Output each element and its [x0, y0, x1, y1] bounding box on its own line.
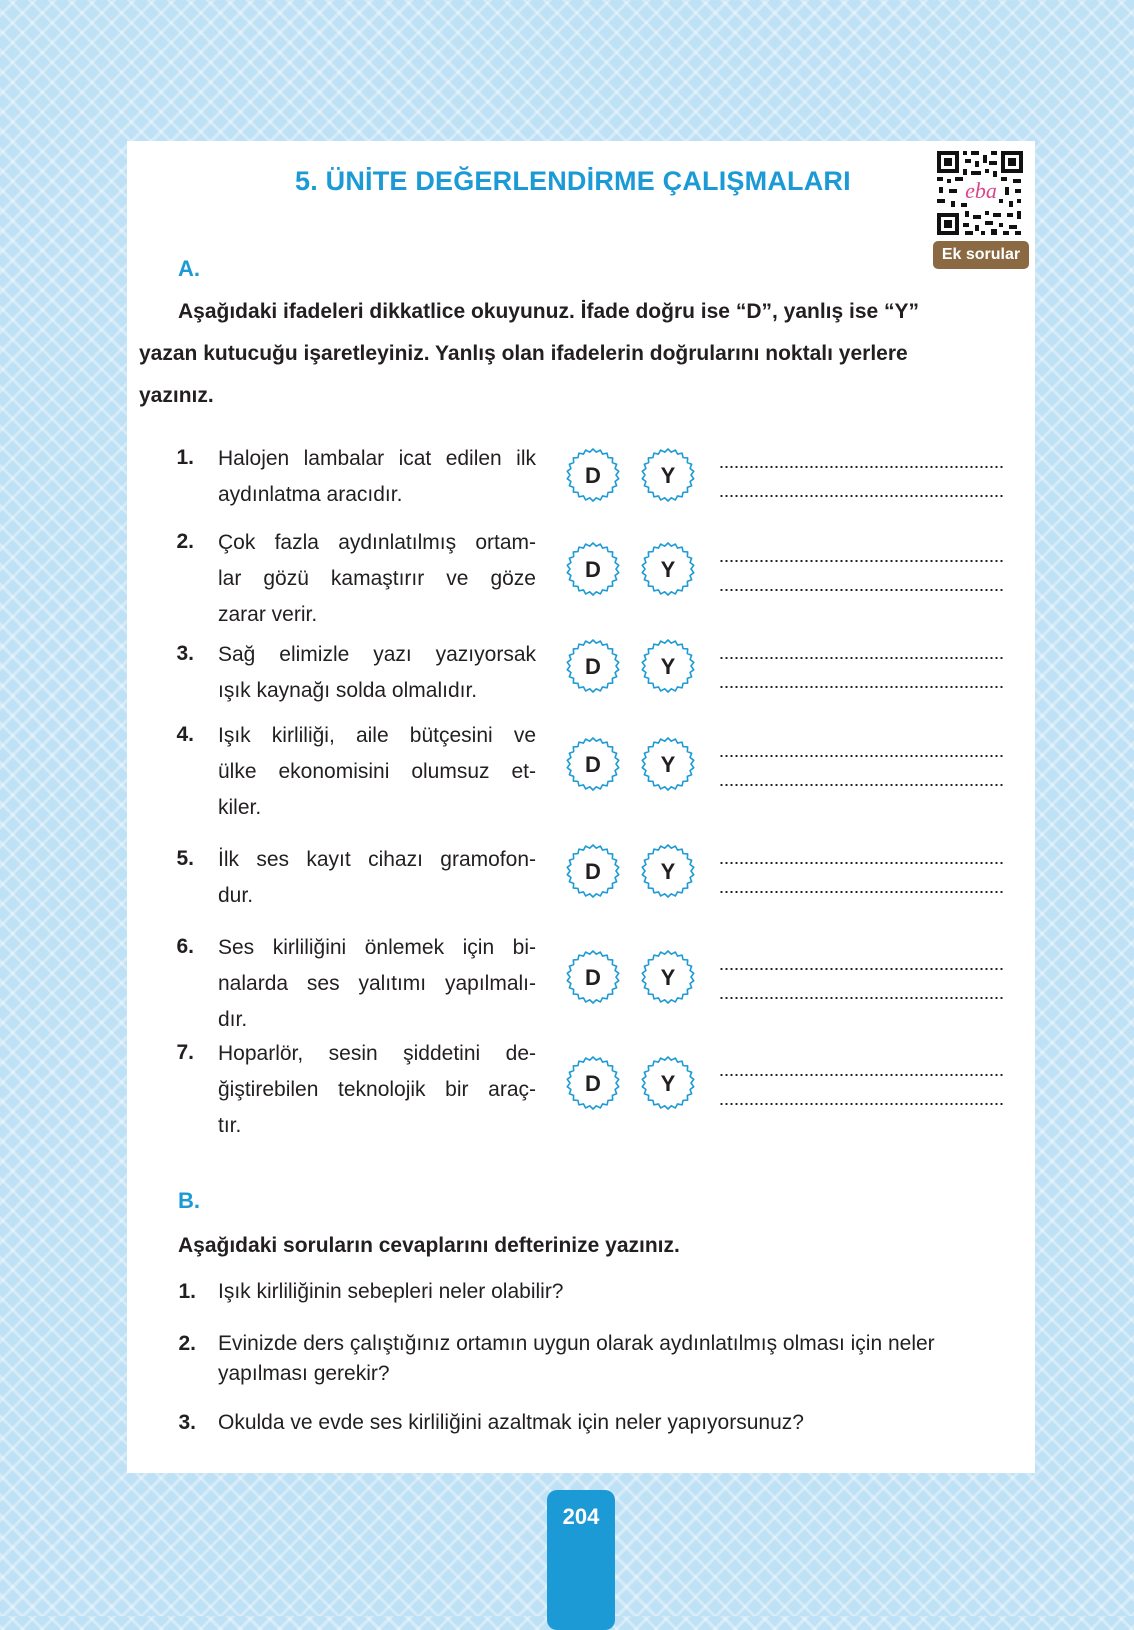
false-badge-label: Y — [660, 965, 676, 990]
item-number: 3. — [176, 642, 194, 665]
item-statement-line: aydınlatma aracıdır. — [218, 483, 403, 506]
false-badge[interactable] — [640, 949, 696, 1005]
true-badge[interactable] — [565, 949, 621, 1005]
section-b-label: B. — [178, 1188, 200, 1213]
qr-code[interactable] — [935, 149, 1025, 237]
item-number: 7. — [176, 1041, 194, 1064]
true-badge-label: D — [585, 463, 601, 488]
section-a-label: A. — [178, 256, 200, 281]
item-number: 6. — [176, 935, 194, 958]
false-badge-label: Y — [660, 859, 676, 884]
b-question-line: Işık kirliliğinin sebepleri neler olabilir? — [218, 1280, 564, 1303]
answer-line[interactable] — [719, 891, 1005, 893]
eba-logo-text: eba — [965, 178, 997, 203]
item-statement-line: dur. — [218, 884, 254, 907]
true-badge[interactable] — [565, 541, 621, 597]
false-badge-label: Y — [660, 654, 676, 679]
answer-line[interactable] — [719, 1103, 1005, 1105]
item-statement — [218, 1036, 536, 1144]
true-badge-label: D — [585, 859, 601, 884]
item-statement — [218, 637, 536, 709]
item-statement — [218, 718, 536, 826]
ek-sorular-badge[interactable]: Ek sorular — [933, 241, 1029, 269]
answer-line[interactable] — [719, 997, 1005, 999]
true-badge-label: D — [585, 752, 601, 777]
item-statement-line: Hoparlör, sesin şiddetini de- — [218, 1042, 536, 1065]
b-question-line: yapılması gerekir? — [218, 1362, 390, 1385]
false-badge[interactable] — [640, 447, 696, 503]
false-badge[interactable] — [640, 541, 696, 597]
true-badge-label: D — [585, 1071, 601, 1096]
answer-line[interactable] — [719, 466, 1005, 468]
item-number: 2. — [176, 530, 194, 553]
item-statement-line: Çok fazla aydınlatılmış ortam- — [218, 531, 536, 554]
b-question-line: Okulda ve evde ses kirliliğini azaltmak için neler yapıyorsunuz? — [218, 1411, 804, 1434]
b-question-text — [218, 1408, 1030, 1438]
b-question-number: 2. — [178, 1332, 196, 1355]
page-number: 204 — [562, 1504, 600, 1529]
answer-line[interactable] — [719, 686, 1005, 688]
item-statement-line: zarar verir. — [218, 603, 318, 626]
item-statement-line: ğiştirebilen teknolojik bir araç- — [218, 1078, 536, 1101]
true-badge[interactable] — [565, 736, 621, 792]
section-b-instruction: Aşağıdaki soruların cevaplarını defterinize yazınız. — [178, 1234, 680, 1257]
b-question-text — [218, 1329, 1030, 1389]
false-badge[interactable] — [640, 638, 696, 694]
true-badge[interactable] — [565, 1055, 621, 1111]
item-statement-line: Ses kirliliğini önlemek için bi- — [218, 936, 536, 959]
answer-line[interactable] — [719, 560, 1005, 562]
true-badge-label: D — [585, 654, 601, 679]
false-badge-label: Y — [660, 557, 676, 582]
item-statement — [218, 441, 536, 513]
item-statement-line: İlk ses kayıt cihazı gramofon- — [218, 848, 536, 871]
false-badge-label: Y — [660, 463, 676, 488]
item-statement-line: Işık kirliliği, aile bütçesini ve — [218, 724, 536, 747]
b-question-number: 1. — [178, 1280, 196, 1303]
false-badge[interactable] — [640, 843, 696, 899]
item-statement-line: Sağ elimizle yazı yazıyorsak — [218, 643, 536, 666]
false-badge[interactable] — [640, 1055, 696, 1111]
item-number: 4. — [176, 723, 194, 746]
true-badge[interactable] — [565, 843, 621, 899]
item-statement-line: Halojen lambalar icat edilen ilk — [218, 447, 536, 470]
page-title: 5. ÜNİTE DEĞERLENDİRME ÇALIŞMALARI — [295, 166, 851, 196]
b-question-number: 3. — [178, 1411, 196, 1434]
true-badge[interactable] — [565, 447, 621, 503]
answer-line[interactable] — [719, 862, 1005, 864]
item-statement-line: ışık kaynağı solda olmalıdır. — [218, 679, 478, 702]
true-badge-label: D — [585, 965, 601, 990]
answer-line[interactable] — [719, 968, 1005, 970]
section-a-instruction-line-2: yazan kutucuğu işaretleyiniz. Yanlış olan ifadelerin doğrularını noktalı yerlere — [139, 342, 908, 365]
false-badge-label: Y — [660, 1071, 676, 1096]
answer-line[interactable] — [719, 784, 1005, 786]
item-number: 5. — [176, 847, 194, 870]
answer-line[interactable] — [719, 495, 1005, 497]
true-badge-label: D — [585, 557, 601, 582]
item-number: 1. — [176, 446, 194, 469]
answer-line[interactable] — [719, 755, 1005, 757]
section-a-instruction-line-3: yazınız. — [139, 384, 214, 407]
item-statement — [218, 930, 536, 1038]
answer-line[interactable] — [719, 1074, 1005, 1076]
answer-line[interactable] — [719, 589, 1005, 591]
item-statement-line: kiler. — [218, 796, 262, 819]
false-badge-label: Y — [660, 752, 676, 777]
item-statement-line: tır. — [218, 1114, 242, 1137]
item-statement-line: nalarda ses yalıtımı yapılmalı- — [218, 972, 536, 995]
item-statement-line: lar gözü kamaştırır ve göze — [218, 567, 536, 590]
section-a-instruction-line-1: Aşağıdaki ifadeleri dikkatlice okuyunuz. İfade doğru ise “D”, yanlış ise “Y” — [178, 300, 920, 323]
b-question-line: Evinizde ders çalıştığınız ortamın uygun olarak aydınlatılmış olması için neler — [218, 1332, 935, 1355]
item-statement — [218, 842, 536, 914]
b-question-text — [218, 1277, 1030, 1307]
item-statement — [218, 525, 536, 633]
item-statement-line: ülke ekonomisini olumsuz et- — [218, 760, 536, 783]
false-badge[interactable] — [640, 736, 696, 792]
answer-line[interactable] — [719, 657, 1005, 659]
true-badge[interactable] — [565, 638, 621, 694]
item-statement-line: dır. — [218, 1008, 248, 1031]
